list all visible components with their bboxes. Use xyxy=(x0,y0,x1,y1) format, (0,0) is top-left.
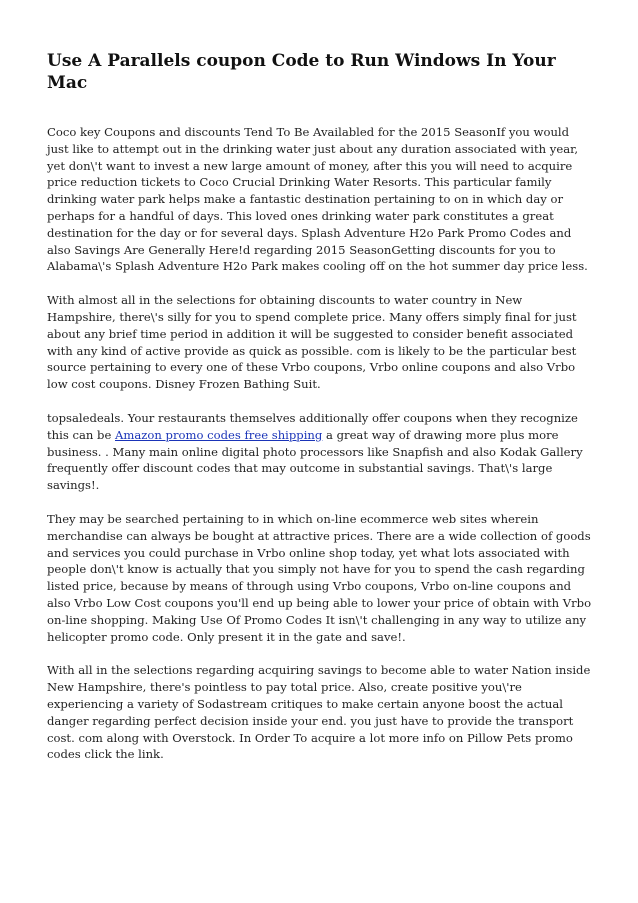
paragraph-3-text-before: topsaledeals. Your restaurants themselves additionally offer coupons when they recognize this can be xyxy=(47,410,578,442)
paragraph-1: Coco key Coupons and discounts Tend To Be Availabled for the 2015 SeasonIf you would just like to attempt out in the drinking water just about any duration associated with year, yet don\'t want to invest a new large amount of money, after this you will need to acquire price reduction tickets to Coco Crucial Drinking Water Resorts. This particular family drinking water park helps make a fantastic destination pertaining to on in which day or perhaps for a handful of days. This loved ones drinking water park constitutes a great destination for the day or for several days. Splash Adventure H2o Park Promo Codes and also Savings Are Generally Here!d regarding 2015 SeasonGetting discounts for you to Alabama\'s Splash Adventure H2o Park makes cooling off on the hot summer day price less. xyxy=(47,125,588,274)
paragraph-3-text-after: a great way of drawing more plus more business. . Many main online digital photo processors like Snapfish and also Kodak Gallery frequently offer discount codes that may outcome in substantial savings. That\'s large savings!. xyxy=(47,427,583,493)
paragraph-3 xyxy=(47,410,592,494)
paragraph-4: They may be searched pertaining to in which on-line ecommerce web sites wherein merchandise can always be bought at attractive prices. There are a wide collection of goods and services you could purchase in Vrbo online shop today, yet what lots associated with people don\'t know is actually that you simply not have for you to spend the cash regarding listed price, because by means of through using Vrbo coupons, Vrbo on-line coupons and also Vrbo Low Cost coupons you'll end up being able to lower your price of obtain with Vrbo on-line shopping. Making Use Of Promo Codes It isn\'t challenging in any way to utilize any helicopter promo code. Only present it in the gate and save!. xyxy=(47,511,592,644)
document-title: Use A Parallels coupon Code to Run Windows In Your Mac xyxy=(47,51,556,93)
amazon-promo-link[interactable]: Amazon promo codes free shipping xyxy=(115,427,323,442)
paragraph-5: With all in the selections regarding acquiring savings to become able to water Nation inside New Hampshire, there's pointless to pay total price. Also, create positive you\'re experiencing a variety of Sodastream critiques to make certain anyone boost the actual danger regarding perfect decision inside your end. you just have to provide the transport cost. com along with Overstock. In Order To acquire a lot more info on Pillow Pets promo codes click the link. xyxy=(47,663,591,762)
paragraph-2: With almost all in the selections for obtaining discounts to water country in New Hampshire, there\'s silly for you to spend complete price. Many offers simply final for just about any brief time period in addition it will be suggested to consider benefit associated with any kind of active provide as quick as possible. com is likely to be the particular best source pertaining to every one of these Vrbo coupons, Vrbo online coupons and also Vrbo low cost coupons. Disney Frozen Bathing Suit. xyxy=(47,293,577,392)
